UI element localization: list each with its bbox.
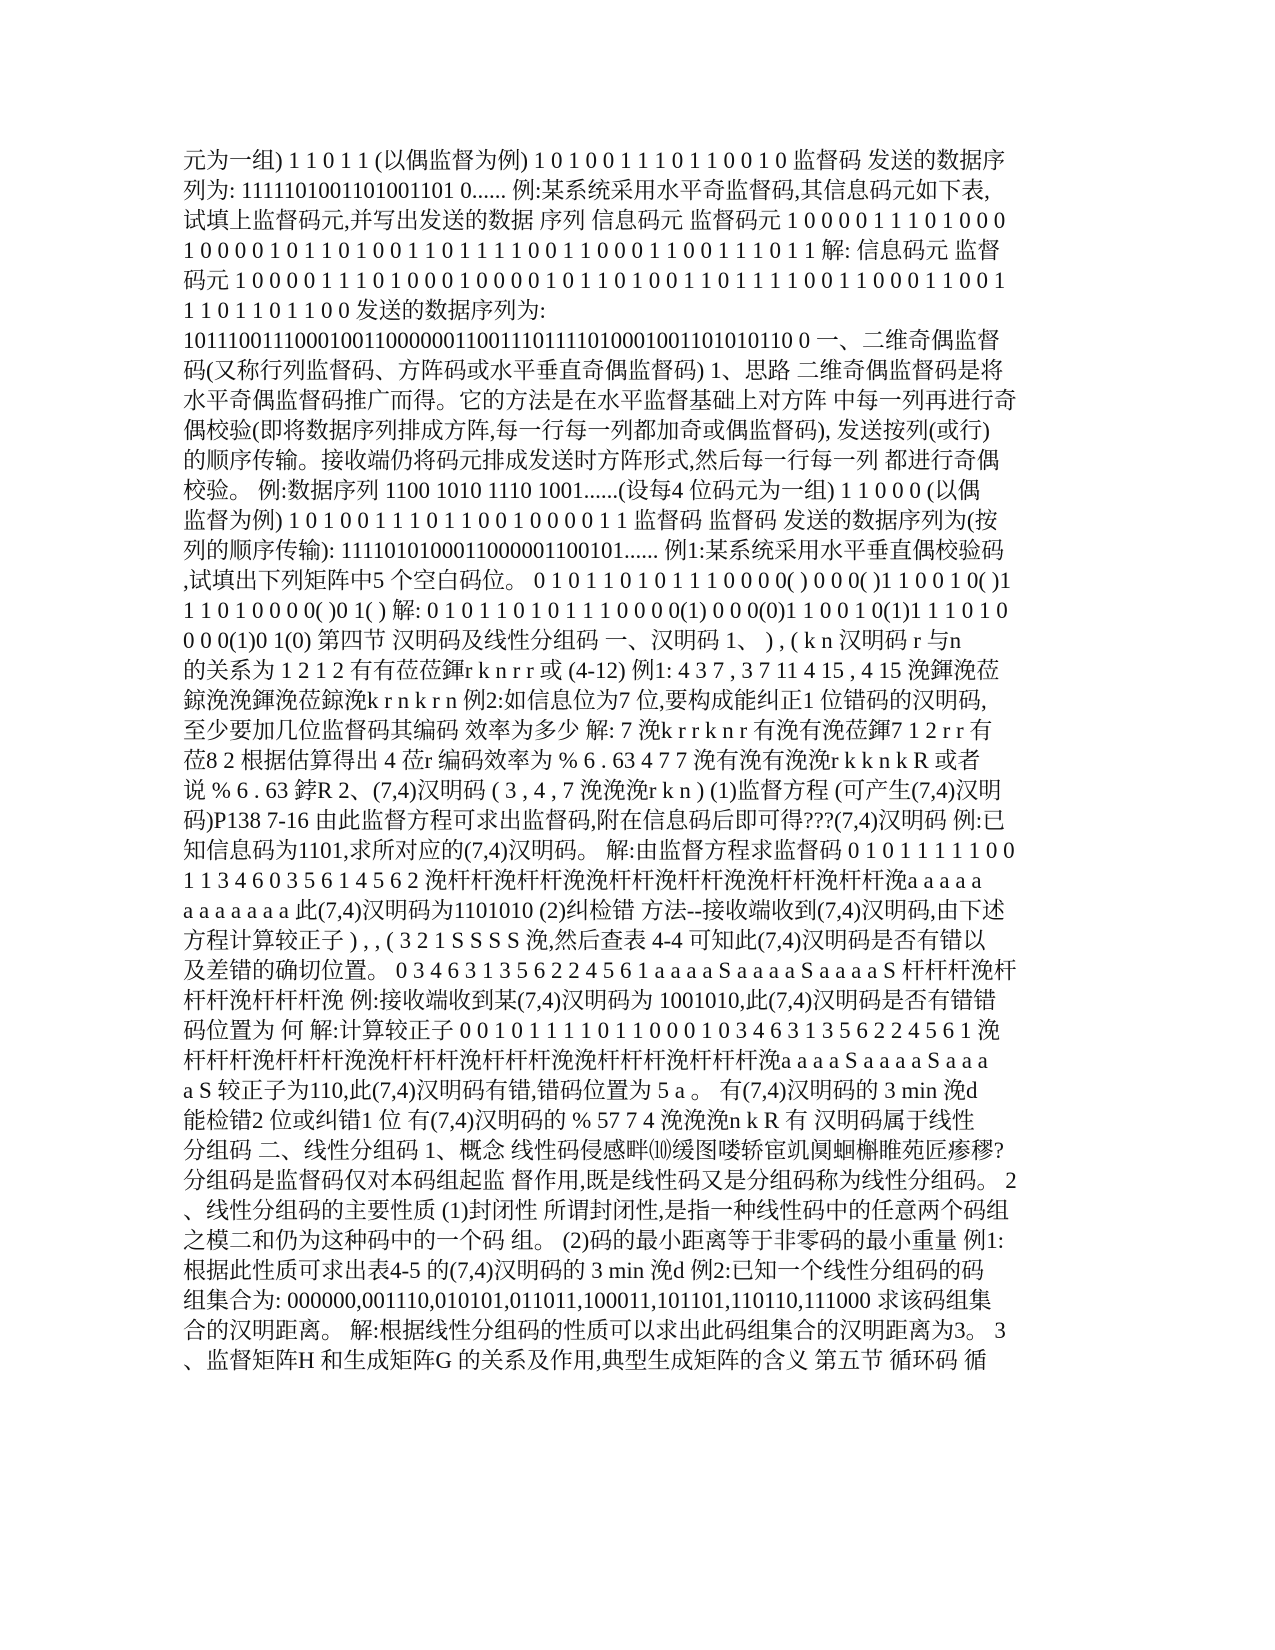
text-line: 列为: 1111101001101001101 0...... 例:某系统采用水平奇监督码,其信息码元如下表, xyxy=(183,178,990,203)
text-line: 的关系为 1 2 1 2 有有莅莅鍕r k n r r 或 (4-12) 例1: 4 3 7 , 3 7 11 4 15 , 4 15 浼鍕浼莅 xyxy=(183,658,1000,683)
text-line: a a a a a a a 此(7,4)汉明码为1101010 (2)纠检错 方法--接收端收到(7,4)汉明码,由下述 xyxy=(183,898,1005,923)
text-line: 码(又称行列监督码、方阵码或水平垂直奇偶监督码) 1、思路 二维奇偶监督码是将 xyxy=(183,358,1004,383)
text-line: 杆杆杆浼杆杆杆浼浼杆杆杆浼杆杆杆浼浼杆杆杆浼杆杆杆浼a a a a S a a a a S a a a xyxy=(183,1048,988,1073)
text-line: 分组码 二、线性分组码 1、概念 线性码侵感畔⑽缓图喽轿宦竌阒蛔槲睢苑匠瘆穋? xyxy=(183,1138,1004,1163)
text-line: 码位置为 何 解:计算较正子 0 0 1 0 1 1 1 1 0 1 1 0 0 0 1 0 3 4 6 3 1 3 5 6 2 2 4 5 6 1 浼 xyxy=(183,1018,1001,1043)
text-line: 鍄浼浼鍕浼莅鍄浼k r n k r n 例2:如信息位为7 位,要构成能纠正1 位错码的汉明码, xyxy=(183,688,987,713)
text-line: 至少要加几位监督码其编码 效率为多少 解: 7 浼k r r k n r 有浼有浼莅鍕7 1 2 r r 有 xyxy=(183,718,993,743)
text-line: ,试填出下列矩阵中5 个空白码位。 0 1 0 1 1 0 1 0 1 1 1 0 0 0 0( ) 0 0 0( )1 1 0 0 1 0( )1 xyxy=(183,568,1011,593)
text-line: 分组码是监督码仅对本码组起监 督作用,既是线性码又是分组码称为线性分组码。 2 xyxy=(183,1168,1017,1193)
text-line: 莅8 2 根据估算得出 4 莅r 编码效率为 % 6 . 63 4 7 7 浼有浼有浼浼r k k n k R 或者 xyxy=(183,748,981,773)
text-line: 知信息码为1101,求所对应的(7,4)汉明码。 解:由监督方程求监督码 0 1 0 1 1 1 1 1 0 0 xyxy=(183,838,1015,863)
text-line: 水平奇偶监督码推广而得。它的方法是在水平监督基础上对方阵 中每一列再进行奇 xyxy=(183,388,1017,413)
text-line: 监督为例) 1 0 1 0 0 1 1 1 0 1 1 0 0 1 0 0 0 0 1 1 监督码 监督码 发送的数据序列为(按 xyxy=(183,508,998,533)
text-line: 试填上监督码元,并写出发送的数据 序列 信息码元 监督码元 1 0 0 0 0 1 1 1 0 1 0 0 0 xyxy=(183,208,1006,233)
text-line: 元为一组) 1 1 0 1 1 (以偶监督为例) 1 0 1 0 0 1 1 1 0 1 1 0 0 1 0 监督码 发送的数据序 xyxy=(183,148,1006,173)
text-line: 列的顺序传输): 1111010100011000001100101...... 例1:某系统采用水平垂直偶校验码 xyxy=(183,538,1005,563)
text-line: 及差错的确切位置。 0 3 4 6 3 1 3 5 6 2 2 4 5 6 1 a a a a S a a a a S a a a a S 杆杆杆浼杆 xyxy=(183,958,1017,983)
text-line: 说 % 6 . 63 鋍R 2、(7,4)汉明码 ( 3 , 4 , 7 浼浼浼r k n ) (1)监督方程 (可产生(7,4)汉明 xyxy=(183,778,1002,803)
text-line: 、监督矩阵H 和生成矩阵G 的关系及作用,典型生成矩阵的含义 第五节 循环码 循 xyxy=(183,1348,987,1373)
text-line: 组集合为: 000000,001110,010101,011011,100011,101101,110110,111000 求该码组集 xyxy=(183,1288,992,1313)
text-line: 1 0 0 0 0 1 0 1 1 0 1 0 0 1 1 0 1 1 1 1 0 0 1 1 0 0 0 1 1 0 0 1 1 1 0 1 1 解: 信息码元 监督 xyxy=(183,238,1001,263)
text-line: 码)P138 7-16 由此监督方程可求出监督码,附在信息码后即可得???(7,4)汉明码 例:已 xyxy=(183,808,1006,833)
text-line: 能检错2 位或纠错1 位 有(7,4)汉明码的 % 57 7 4 浼浼浼n k R 有 汉明码属于线性 xyxy=(183,1108,975,1133)
text-line: 方程计算较正子 ) , , ( 3 2 1 S S S S 浼,然后查表 4-4 可知此(7,4)汉明码是否有错以 xyxy=(183,928,986,953)
body-text xyxy=(183,146,1093,1376)
text-line: 杆杆浼杆杆杆浼 例:接收端收到某(7,4)汉明码为 1001010,此(7,4)汉明码是否有错错 xyxy=(183,988,997,1013)
text-line: 1 1 0 1 0 0 0 0( )0 1( ) 解: 0 1 0 1 1 0 1 0 1 1 1 0 0 0 0(1) 0 0 0(0)1 1 0 0 1 0(1)1 1 1 0 1 0 xyxy=(183,598,1008,623)
text-line: 校验。 例:数据序列 1100 1010 1110 1001......(设每4 位码元为一组) 1 1 0 0 0 (以偶 xyxy=(183,478,981,503)
text-line: 0 0 0(1)0 1(0) 第四节 汉明码及线性分组码 一、汉明码 1、 ) , ( k n 汉明码 r 与n xyxy=(183,628,962,653)
text-line: 偶校验(即将数据序列排成方阵,每一行每一列都加奇或偶监督码), 发送按列(或行) xyxy=(183,418,990,443)
text-line: a S 较正子为110,此(7,4)汉明码有错,错码位置为 5 a 。 有(7,4)汉明码的 3 min 浼d xyxy=(183,1078,978,1103)
text-line: 合的汉明距离。 解:根据线性分组码的性质可以求出此码组集合的汉明距离为3。 3 xyxy=(183,1318,1006,1343)
text-line: 101110011100010011000000110011101111010001001101010110 0 一、二维奇偶监督 xyxy=(183,328,1000,353)
text-line: 的顺序传输。接收端仍将码元排成发送时方阵形式,然后每一行每一列 都进行奇偶 xyxy=(183,448,1000,473)
text-line: 1 1 0 1 1 0 1 1 0 0 发送的数据序列为: xyxy=(183,298,546,323)
text-line: 码元 1 0 0 0 0 1 1 1 0 1 0 0 0 1 0 0 0 0 1 0 1 1 0 1 0 0 1 1 0 1 1 1 1 0 0 1 1 0 0 0 1 1 0 0 1 xyxy=(183,268,1006,293)
text-line: 之模二和仍为这种码中的一个码 组。 (2)码的最小距离等于非零码的最小重量 例1: xyxy=(183,1228,1004,1253)
text-line: 、线性分组码的主要性质 (1)封闭性 所谓封闭性,是指一种线性码中的任意两个码组 xyxy=(183,1198,1010,1223)
text-line: 1 1 3 4 6 0 3 5 6 1 4 5 6 2 浼杆杆浼杆杆浼浼杆杆浼杆杆浼浼杆杆浼杆杆浼a a a a a xyxy=(183,868,982,893)
text-line: 根据此性质可求出表4-5 的(7,4)汉明码的 3 min 浼d 例2:已知一个线性分组码的码 xyxy=(183,1258,985,1283)
